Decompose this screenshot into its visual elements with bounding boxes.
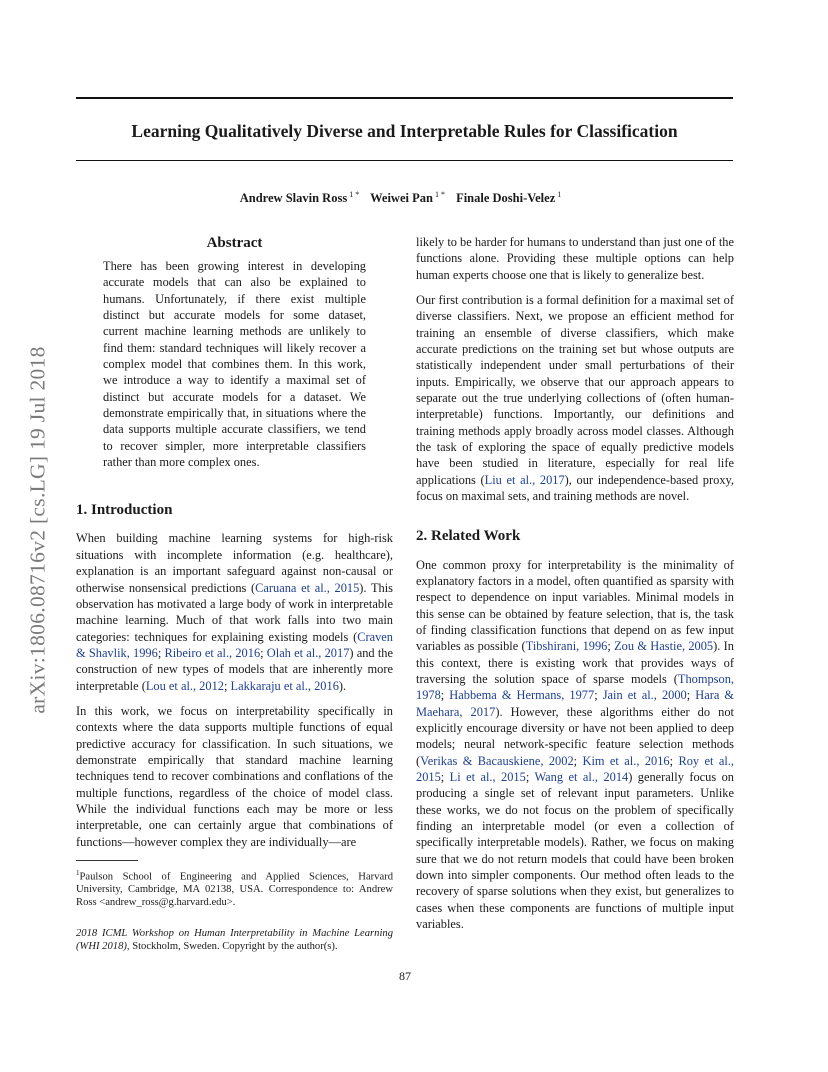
arxiv-identifier: arXiv:1806.08716v2 [cs.LG] 19 Jul 2018 <box>25 346 50 714</box>
author-affiliation-mark: 1 <box>557 190 562 199</box>
page-number: 87 <box>399 969 411 983</box>
title-bottom-rule <box>76 160 733 161</box>
citation-link[interactable]: Habbema & Hermans, 1977 <box>449 688 595 703</box>
abstract-text: There has been growing interest in developing accurate models that can also be explained to humans. Unfortunately, if there exist multiple distinct but accurate models for some dataset, current machine learning methods are unlikely to find them: standard techniques will likely recover a complex model that combines them. In this work, we introduce a way to identify a maximal set of distinct but accurate models for a dataset. We demonstrate empirically that, in situations where the data supports multiple accurate classifiers, we tend to recover simpler, more interpretable classifiers rather than more complex ones. <box>103 259 366 470</box>
citation-link[interactable]: Jain et al., 2000 <box>602 688 687 703</box>
right-column <box>416 234 734 932</box>
left-column <box>76 232 393 953</box>
title-top-rule <box>76 97 733 99</box>
related-work-paragraph: One common proxy for interpretability is the minimality of explanatory factors in a model, often quantified as sparsity with respect to dependence on input variables. Minimal models in this sense can be obtained by feature selection, that is, the task of finding classification functions that depend on as few input variables as possible (Tibshirani, 1996; Zou & Hastie, 2005). In this context, there is existing work that provides ways of traversing the solution space of sparse models (Thompson, 1978; Habbema & Hermans, 1977; Jain et al., 2000; Hara & Maehara, 2017). However, these algorithms either do not explicitly encourage diversity or have not been applied to deep models; neural network-specific feature selection methods (Verikas & Bacauskiene, 2002; Kim et al., 2016; Roy et al., 2015; Li et al., 2015; Wang et al., 2014) generally focus on producing a single set of relevant input parameters. Unlike these works, we do not focus on the problem of specifically finding an interpretable model (or even a collection of specifically interpretable models). Rather, we focus on making sure that we do not return models that could have been broken down into simpler components. Our method often leads to the recovery of sparse solutions when they exist, but generalizes to cases when these components are functions of multiple input variables. <box>416 557 735 932</box>
citation-link[interactable]: Kim et al., 2016 <box>582 753 670 768</box>
introduction-heading: 1. Introduction <box>76 502 173 519</box>
introduction-paragraph-4: Our first contribution is a formal definition for a maximal set of diverse classifiers. Next, we propose an efficient method for training an ensemble of diverse classifiers, which make accurate predictions on the training set but whose outputs are statistically independent under small perturbations of their inputs. Empirically, we observe that our approach appears to separate out the true underlying collections of (often human-interpretable) functions. Importantly, our definitions and training methods apply broadly across model classes. Although the task of exploring the space of equally predictive models have been studied in literature, especially for real life applications (Liu et al., 2017), our independence-based proxy, focus on maximal sets, and training methods are novel. <box>416 293 734 504</box>
abstract-heading: Abstract <box>206 235 263 251</box>
author-name: Finale Doshi-Velez <box>456 191 556 205</box>
footnote-divider <box>76 860 138 861</box>
footnote-mark: 1 <box>76 868 80 877</box>
workshop-notice <box>76 928 393 954</box>
author-affiliation-mark: 1 * <box>434 190 445 199</box>
author-affiliation-mark: 1 * <box>349 190 360 199</box>
citation-link[interactable]: Verikas & Bacauskiene, 2002 <box>420 753 574 768</box>
author-name: Weiwei Pan <box>370 191 433 205</box>
citation-link[interactable]: Roy et al., 2015 <box>416 753 735 784</box>
citation-link[interactable]: Craven & Shavlik, 1996 <box>76 629 393 660</box>
abstract-section <box>76 235 393 470</box>
workshop-venue: 2018 ICML Workshop on Human Interpretability in Machine Learning (WHI 2018) <box>76 927 393 952</box>
citation-link[interactable]: Zou & Hastie, 2005 <box>614 639 714 654</box>
citation-link[interactable]: Hara & Maehara, 2017 <box>416 688 735 719</box>
citation-link[interactable]: Li et al., 2015 <box>449 769 526 784</box>
footnote <box>76 867 393 910</box>
paper-title: Learning Qualitatively Diverse and Interpretable Rules for Classification <box>131 121 678 141</box>
introduction-paragraph-2: In this work, we focus on interpretability specifically in contexts where the data supports multiple functions of equal predictive accuracy for classification. In such situations, we demonstrate empirically that standard machine learning techniques tend to recover combinations and conflations of the multiple functions, regardless of the choice of model class. While the individual functions each may be more or less interpretable, one can certainly argue that combinations of functions—however complex they are individually—are <box>76 703 393 849</box>
citation-link[interactable]: Liu et al., 2017 <box>484 472 565 487</box>
workshop-copyright: , Stockholm, Sweden. Copyright by the author(s). <box>126 940 338 952</box>
citation-link[interactable]: Thompson, 1978 <box>416 671 734 703</box>
citation-link[interactable]: Lou et al., 2012 <box>145 678 224 693</box>
author-list <box>76 190 733 206</box>
citation-link[interactable]: Caruana et al., 2015 <box>255 580 360 595</box>
citation-link[interactable]: Tibshirani, 1996 <box>525 639 608 654</box>
citation-link[interactable]: Olah et al., 2017 <box>266 645 350 660</box>
author-name: Andrew Slavin Ross <box>239 191 348 205</box>
introduction-paragraph-3: likely to be harder for humans to understand than just one of the functions alone. Providing these multiple options can help human experts choose one that is likely to generalize best. <box>416 235 734 282</box>
introduction-paragraph-1: When building machine learning systems for high-risk situations with incomplete information (e.g. healthcare), explanation is an important safeguard against non-causal or otherwise nonsensical predictions (Caruana et al., 2015). This observation has motivated a large body of work in interpretable machine learning. Much of that work falls into two main categories: techniques for explaining existing models (Craven & Shavlik, 1996; Ribeiro et al., 2016; Olah et al., 2017) and the construction of new types of models that are inherently more interpretable (Lou et al., 2012; Lakkaraju et al., 2016). <box>76 531 393 693</box>
related-work-heading: 2. Related Work <box>416 527 521 544</box>
citation-link[interactable]: Lakkaraju et al., 2016 <box>230 678 339 693</box>
citation-link[interactable]: Wang et al., 2014 <box>534 769 629 784</box>
footnote-text: Paulson School of Engineering and Applied Sciences, Harvard University, Cambridge, MA 02138, USA. Correspondence to: Andrew Ross <andrew_ross@g.harvard.edu>. <box>76 871 393 908</box>
citation-link[interactable]: Ribeiro et al., 2016 <box>164 645 261 660</box>
